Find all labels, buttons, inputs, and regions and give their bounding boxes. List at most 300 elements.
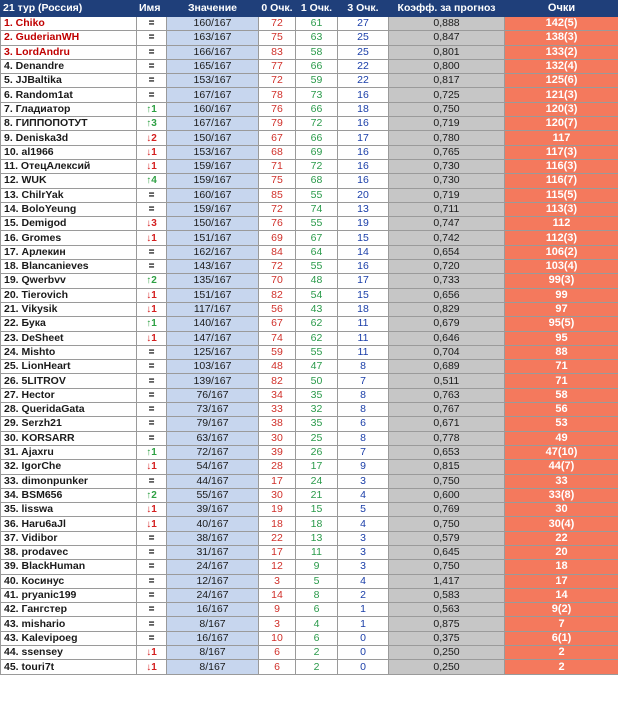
points-cell: 106(2) xyxy=(505,245,618,259)
header-three: 3 Очк. xyxy=(338,1,389,17)
player-name: 15. Demigod xyxy=(1,217,137,231)
table-row xyxy=(1,560,618,574)
trend: ↑1 xyxy=(137,317,167,331)
coef-cell: 0,750 xyxy=(389,560,505,574)
coef-cell: 0,250 xyxy=(389,646,505,660)
value-cell: 165/167 xyxy=(167,59,259,73)
value-cell: 162/167 xyxy=(167,245,259,259)
table-row xyxy=(1,331,618,345)
table-row xyxy=(1,403,618,417)
zero-points-cell: 82 xyxy=(259,374,296,388)
points-cell: 112(3) xyxy=(505,231,618,245)
value-cell: 151/167 xyxy=(167,288,259,302)
one-point-cell: 6 xyxy=(296,603,338,617)
points-cell: 103(4) xyxy=(505,260,618,274)
one-point-cell: 62 xyxy=(296,331,338,345)
table-row xyxy=(1,488,618,502)
trend: ↑3 xyxy=(137,117,167,131)
trend: = xyxy=(137,574,167,588)
player-name: 18. Blancanieves xyxy=(1,260,137,274)
zero-points-cell: 77 xyxy=(259,59,296,73)
trend: ↓1 xyxy=(137,302,167,316)
three-points-cell: 7 xyxy=(338,374,389,388)
points-cell: 2 xyxy=(505,660,618,674)
points-cell: 142(5) xyxy=(505,17,618,31)
zero-points-cell: 38 xyxy=(259,417,296,431)
one-point-cell: 26 xyxy=(296,445,338,459)
player-name: 23. DeSheet xyxy=(1,331,137,345)
table-row xyxy=(1,617,618,631)
three-points-cell: 9 xyxy=(338,460,389,474)
zero-points-cell: 17 xyxy=(259,545,296,559)
one-point-cell: 11 xyxy=(296,545,338,559)
player-name: 38. prodavec xyxy=(1,545,137,559)
one-point-cell: 62 xyxy=(296,317,338,331)
player-name: 7. Гладиатор xyxy=(1,102,137,116)
value-cell: 139/167 xyxy=(167,374,259,388)
table-row xyxy=(1,245,618,259)
zero-points-cell: 75 xyxy=(259,31,296,45)
value-cell: 16/167 xyxy=(167,603,259,617)
zero-points-cell: 67 xyxy=(259,317,296,331)
table-row xyxy=(1,317,618,331)
three-points-cell: 8 xyxy=(338,360,389,374)
three-points-cell: 3 xyxy=(338,545,389,559)
points-cell: 133(2) xyxy=(505,45,618,59)
trend: = xyxy=(137,59,167,73)
three-points-cell: 19 xyxy=(338,217,389,231)
zero-points-cell: 85 xyxy=(259,188,296,202)
trend: = xyxy=(137,403,167,417)
one-point-cell: 2 xyxy=(296,660,338,674)
three-points-cell: 6 xyxy=(338,417,389,431)
coef-cell: 0,765 xyxy=(389,145,505,159)
three-points-cell: 1 xyxy=(338,603,389,617)
one-point-cell: 58 xyxy=(296,45,338,59)
points-cell: 132(4) xyxy=(505,59,618,73)
trend: = xyxy=(137,360,167,374)
zero-points-cell: 30 xyxy=(259,431,296,445)
three-points-cell: 25 xyxy=(338,31,389,45)
coef-cell: 0,769 xyxy=(389,503,505,517)
one-point-cell: 69 xyxy=(296,145,338,159)
player-name: 26. 5LITROV xyxy=(1,374,137,388)
points-cell: 18 xyxy=(505,560,618,574)
points-cell: 17 xyxy=(505,574,618,588)
points-cell: 99 xyxy=(505,288,618,302)
coef-cell: 0,646 xyxy=(389,331,505,345)
player-name: 8. ГИППОПОТУТ xyxy=(1,117,137,131)
points-cell: 116(3) xyxy=(505,159,618,173)
table-row xyxy=(1,260,618,274)
points-cell: 112 xyxy=(505,217,618,231)
zero-points-cell: 6 xyxy=(259,660,296,674)
points-cell: 22 xyxy=(505,531,618,545)
zero-points-cell: 18 xyxy=(259,517,296,531)
coef-cell: 0,778 xyxy=(389,431,505,445)
trend: ↓2 xyxy=(137,131,167,145)
three-points-cell: 5 xyxy=(338,503,389,517)
trend: = xyxy=(137,31,167,45)
trend: = xyxy=(137,417,167,431)
coef-cell: 0,780 xyxy=(389,131,505,145)
points-cell: 2 xyxy=(505,646,618,660)
value-cell: 76/167 xyxy=(167,388,259,402)
table-row xyxy=(1,88,618,102)
one-point-cell: 61 xyxy=(296,17,338,31)
player-name: 9. Deniska3d xyxy=(1,131,137,145)
zero-points-cell: 34 xyxy=(259,388,296,402)
player-name: 27. Hector xyxy=(1,388,137,402)
table-row xyxy=(1,31,618,45)
coef-cell: 0,720 xyxy=(389,260,505,274)
coef-cell: 0,653 xyxy=(389,445,505,459)
table-row xyxy=(1,188,618,202)
coef-cell: 0,800 xyxy=(389,59,505,73)
table-row xyxy=(1,388,618,402)
value-cell: 167/167 xyxy=(167,117,259,131)
points-cell: 120(3) xyxy=(505,102,618,116)
table-row xyxy=(1,159,618,173)
trend: = xyxy=(137,260,167,274)
player-name: 42. Гангстер xyxy=(1,603,137,617)
value-cell: 140/167 xyxy=(167,317,259,331)
trend: = xyxy=(137,45,167,59)
one-point-cell: 55 xyxy=(296,217,338,231)
value-cell: 153/167 xyxy=(167,74,259,88)
trend: ↑4 xyxy=(137,174,167,188)
player-name: 19. Qwerbvv xyxy=(1,274,137,288)
one-point-cell: 35 xyxy=(296,388,338,402)
coef-cell: 0,888 xyxy=(389,17,505,31)
points-cell: 71 xyxy=(505,374,618,388)
points-cell: 9(2) xyxy=(505,603,618,617)
value-cell: 16/167 xyxy=(167,631,259,645)
player-name: 4. Denandre xyxy=(1,59,137,73)
zero-points-cell: 30 xyxy=(259,488,296,502)
coef-cell: 0,654 xyxy=(389,245,505,259)
points-cell: 44(7) xyxy=(505,460,618,474)
header-value: Значение xyxy=(167,1,259,17)
trend: = xyxy=(137,202,167,216)
zero-points-cell: 12 xyxy=(259,560,296,574)
one-point-cell: 9 xyxy=(296,560,338,574)
points-cell: 125(6) xyxy=(505,74,618,88)
zero-points-cell: 6 xyxy=(259,646,296,660)
table-row xyxy=(1,117,618,131)
three-points-cell: 18 xyxy=(338,102,389,116)
zero-points-cell: 83 xyxy=(259,45,296,59)
player-name: 30. KORSARR xyxy=(1,431,137,445)
value-cell: 8/167 xyxy=(167,617,259,631)
one-point-cell: 68 xyxy=(296,174,338,188)
coef-cell: 0,375 xyxy=(389,631,505,645)
one-point-cell: 66 xyxy=(296,102,338,116)
three-points-cell: 14 xyxy=(338,245,389,259)
zero-points-cell: 72 xyxy=(259,74,296,88)
three-points-cell: 15 xyxy=(338,288,389,302)
trend: = xyxy=(137,17,167,31)
value-cell: 40/167 xyxy=(167,517,259,531)
coef-cell: 0,817 xyxy=(389,74,505,88)
table-row xyxy=(1,503,618,517)
table-row xyxy=(1,646,618,660)
player-name: 33. dimonpunker xyxy=(1,474,137,488)
trend: = xyxy=(137,474,167,488)
table-row xyxy=(1,603,618,617)
player-name: 25. LionHeart xyxy=(1,360,137,374)
player-name: 36. Haru6aJl xyxy=(1,517,137,531)
coef-cell: 0,747 xyxy=(389,217,505,231)
one-point-cell: 59 xyxy=(296,74,338,88)
points-cell: 95 xyxy=(505,331,618,345)
coef-cell: 0,719 xyxy=(389,188,505,202)
table-row xyxy=(1,517,618,531)
player-name: 29. Serzh21 xyxy=(1,417,137,431)
value-cell: 160/167 xyxy=(167,188,259,202)
trend: = xyxy=(137,345,167,359)
value-cell: 54/167 xyxy=(167,460,259,474)
player-name: 14. BoloYeung xyxy=(1,202,137,216)
table-row xyxy=(1,445,618,459)
player-name: 21. Vikysik xyxy=(1,302,137,316)
zero-points-cell: 70 xyxy=(259,274,296,288)
player-name: 32. IgorChe xyxy=(1,460,137,474)
one-point-cell: 55 xyxy=(296,188,338,202)
zero-points-cell: 17 xyxy=(259,474,296,488)
coef-cell: 0,829 xyxy=(389,302,505,316)
value-cell: 79/167 xyxy=(167,417,259,431)
zero-points-cell: 72 xyxy=(259,202,296,216)
coef-cell: 0,733 xyxy=(389,274,505,288)
coef-cell: 0,563 xyxy=(389,603,505,617)
one-point-cell: 63 xyxy=(296,31,338,45)
coef-cell: 0,730 xyxy=(389,174,505,188)
header-zero: 0 Очк. xyxy=(259,1,296,17)
header-coef: Коэфф. за прогноз xyxy=(389,1,505,17)
three-points-cell: 16 xyxy=(338,117,389,131)
coef-cell: 0,815 xyxy=(389,460,505,474)
value-cell: 143/167 xyxy=(167,260,259,274)
three-points-cell: 16 xyxy=(338,145,389,159)
three-points-cell: 7 xyxy=(338,445,389,459)
three-points-cell: 16 xyxy=(338,260,389,274)
three-points-cell: 25 xyxy=(338,45,389,59)
trend: = xyxy=(137,631,167,645)
value-cell: 103/167 xyxy=(167,360,259,374)
value-cell: 72/167 xyxy=(167,445,259,459)
trend: ↑2 xyxy=(137,488,167,502)
player-name: 31. Ajaxru xyxy=(1,445,137,459)
zero-points-cell: 76 xyxy=(259,217,296,231)
points-cell: 7 xyxy=(505,617,618,631)
zero-points-cell: 14 xyxy=(259,588,296,602)
three-points-cell: 11 xyxy=(338,317,389,331)
zero-points-cell: 76 xyxy=(259,102,296,116)
coef-cell: 0,875 xyxy=(389,617,505,631)
three-points-cell: 17 xyxy=(338,131,389,145)
value-cell: 12/167 xyxy=(167,574,259,588)
zero-points-cell: 33 xyxy=(259,403,296,417)
coef-cell: 0,579 xyxy=(389,531,505,545)
three-points-cell: 18 xyxy=(338,302,389,316)
trend: ↓1 xyxy=(137,660,167,674)
header-row xyxy=(1,1,618,17)
value-cell: 163/167 xyxy=(167,31,259,45)
player-name: 13. ChilrYak xyxy=(1,188,137,202)
trend: = xyxy=(137,531,167,545)
player-name: 2. GuderianWH xyxy=(1,31,137,45)
player-name: 28. QueridaGata xyxy=(1,403,137,417)
zero-points-cell: 9 xyxy=(259,603,296,617)
zero-points-cell: 3 xyxy=(259,617,296,631)
table-row xyxy=(1,59,618,73)
player-name: 12. WUK xyxy=(1,174,137,188)
value-cell: 73/167 xyxy=(167,403,259,417)
one-point-cell: 32 xyxy=(296,403,338,417)
one-point-cell: 8 xyxy=(296,588,338,602)
player-name: 5. JJBaltika xyxy=(1,74,137,88)
zero-points-cell: 39 xyxy=(259,445,296,459)
zero-points-cell: 56 xyxy=(259,302,296,316)
points-cell: 117 xyxy=(505,131,618,145)
zero-points-cell: 74 xyxy=(259,331,296,345)
one-point-cell: 67 xyxy=(296,231,338,245)
table-row xyxy=(1,431,618,445)
three-points-cell: 4 xyxy=(338,488,389,502)
three-points-cell: 0 xyxy=(338,660,389,674)
three-points-cell: 8 xyxy=(338,388,389,402)
points-cell: 120(7) xyxy=(505,117,618,131)
one-point-cell: 15 xyxy=(296,503,338,517)
table-row xyxy=(1,374,618,388)
coef-cell: 0,750 xyxy=(389,517,505,531)
zero-points-cell: 82 xyxy=(259,288,296,302)
three-points-cell: 3 xyxy=(338,531,389,545)
player-name: 17. Арлекин xyxy=(1,245,137,259)
player-name: 34. BSM656 xyxy=(1,488,137,502)
one-point-cell: 66 xyxy=(296,59,338,73)
trend: ↓1 xyxy=(137,646,167,660)
one-point-cell: 55 xyxy=(296,260,338,274)
three-points-cell: 3 xyxy=(338,474,389,488)
points-cell: 56 xyxy=(505,403,618,417)
three-points-cell: 0 xyxy=(338,646,389,660)
three-points-cell: 15 xyxy=(338,231,389,245)
table-row xyxy=(1,202,618,216)
three-points-cell: 4 xyxy=(338,517,389,531)
points-cell: 33 xyxy=(505,474,618,488)
table-row xyxy=(1,417,618,431)
zero-points-cell: 75 xyxy=(259,174,296,188)
value-cell: 159/167 xyxy=(167,159,259,173)
trend: = xyxy=(137,388,167,402)
header-one: 1 Очк. xyxy=(296,1,338,17)
player-name: 39. BlackHuman xyxy=(1,560,137,574)
coef-cell: 0,742 xyxy=(389,231,505,245)
one-point-cell: 73 xyxy=(296,88,338,102)
trend: ↓1 xyxy=(137,517,167,531)
trend: = xyxy=(137,617,167,631)
three-points-cell: 8 xyxy=(338,403,389,417)
trend: ↓1 xyxy=(137,288,167,302)
trend: ↑1 xyxy=(137,102,167,116)
value-cell: 159/167 xyxy=(167,174,259,188)
trend: ↓1 xyxy=(137,145,167,159)
value-cell: 8/167 xyxy=(167,660,259,674)
trend: = xyxy=(137,545,167,559)
one-point-cell: 4 xyxy=(296,617,338,631)
player-name: 24. Mishto xyxy=(1,345,137,359)
coef-cell: 0,656 xyxy=(389,288,505,302)
zero-points-cell: 84 xyxy=(259,245,296,259)
one-point-cell: 6 xyxy=(296,631,338,645)
one-point-cell: 17 xyxy=(296,460,338,474)
coef-cell: 0,750 xyxy=(389,474,505,488)
value-cell: 159/167 xyxy=(167,202,259,216)
header-tour: 21 тур (Россия) xyxy=(1,1,137,17)
player-name: 10. al1966 xyxy=(1,145,137,159)
player-name: 11. ОтецАлексий xyxy=(1,159,137,173)
trend: ↓3 xyxy=(137,217,167,231)
zero-points-cell: 10 xyxy=(259,631,296,645)
value-cell: 166/167 xyxy=(167,45,259,59)
coef-cell: 0,847 xyxy=(389,31,505,45)
trend: = xyxy=(137,88,167,102)
table-row xyxy=(1,145,618,159)
player-name: 20. Tierovich xyxy=(1,288,137,302)
one-point-cell: 35 xyxy=(296,417,338,431)
value-cell: 38/167 xyxy=(167,531,259,545)
table-row xyxy=(1,74,618,88)
player-name: 43. Kalevipoeg xyxy=(1,631,137,645)
trend: = xyxy=(137,588,167,602)
points-cell: 20 xyxy=(505,545,618,559)
player-name: 37. Vidibor xyxy=(1,531,137,545)
coef-cell: 0,250 xyxy=(389,660,505,674)
zero-points-cell: 59 xyxy=(259,345,296,359)
one-point-cell: 5 xyxy=(296,574,338,588)
player-name: 3. LordAndru xyxy=(1,45,137,59)
value-cell: 44/167 xyxy=(167,474,259,488)
zero-points-cell: 19 xyxy=(259,503,296,517)
points-cell: 116(7) xyxy=(505,174,618,188)
three-points-cell: 16 xyxy=(338,88,389,102)
points-cell: 49 xyxy=(505,431,618,445)
table-row xyxy=(1,574,618,588)
player-name: 22. Бука xyxy=(1,317,137,331)
three-points-cell: 13 xyxy=(338,202,389,216)
points-cell: 71 xyxy=(505,360,618,374)
table-row xyxy=(1,545,618,559)
coef-cell: 0,704 xyxy=(389,345,505,359)
value-cell: 150/167 xyxy=(167,131,259,145)
three-points-cell: 11 xyxy=(338,331,389,345)
trend: ↑2 xyxy=(137,274,167,288)
points-cell: 117(3) xyxy=(505,145,618,159)
one-point-cell: 72 xyxy=(296,159,338,173)
value-cell: 63/167 xyxy=(167,431,259,445)
table-row xyxy=(1,460,618,474)
trend: = xyxy=(137,245,167,259)
trend: ↑1 xyxy=(137,445,167,459)
player-name: 40. Косинус xyxy=(1,574,137,588)
zero-points-cell: 22 xyxy=(259,531,296,545)
player-name: 1. Chiko xyxy=(1,17,137,31)
points-cell: 121(3) xyxy=(505,88,618,102)
coef-cell: 0,645 xyxy=(389,545,505,559)
one-point-cell: 66 xyxy=(296,131,338,145)
